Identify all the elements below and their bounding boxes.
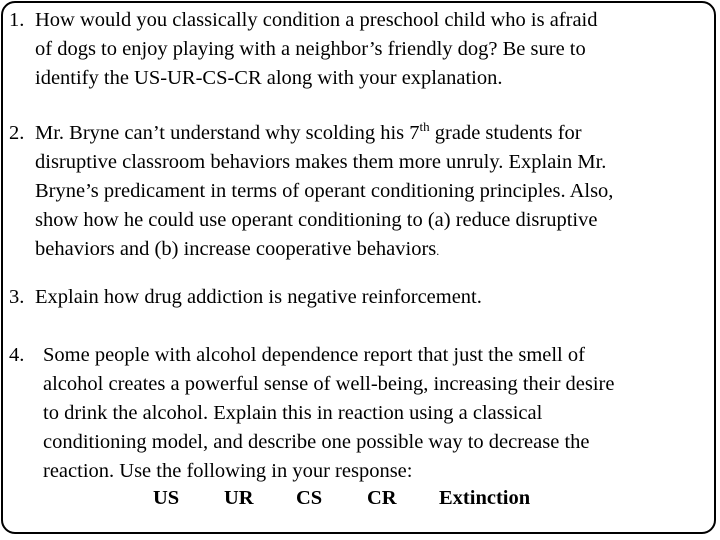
question-text-segment: . (436, 244, 440, 258)
question-text-line: alcohol creates a powerful sense of well-being, increasing their desire (43, 373, 615, 395)
question-number: 4. (9, 344, 25, 366)
question-text-line: of dogs to enjoy playing with a neighbor’s friendly dog? Be sure to (35, 38, 586, 60)
question-number: 1. (9, 9, 25, 31)
question-text-line (35, 235, 613, 266)
question-text-line: conditioning model, and describe one possible way to decrease the (43, 431, 590, 453)
question-text-segment: behaviors and (b) increase cooperative behaviors (35, 238, 437, 260)
question-4 (9, 341, 615, 486)
question-text-line: show how he could use operant conditioning to (a) reduce disruptive (35, 209, 598, 231)
question-3 (9, 283, 482, 312)
question-text-line: Explain how drug addiction is negative reinforcement. (35, 286, 482, 308)
question-text-line: How would you classically condition a preschool child who is afraid (35, 9, 598, 31)
question-1 (9, 6, 598, 93)
question-text-line: disruptive classroom behaviors makes them more unruly. Explain Mr. (35, 151, 607, 173)
term-extinction: Extinction (439, 487, 531, 509)
question-text-line: Some people with alcohol dependence report that just the smell of (43, 344, 585, 366)
term-cr: CR (367, 487, 397, 509)
term-cs: CS (296, 487, 323, 509)
question-2 (9, 119, 613, 266)
question-text-line: to drink the alcohol. Explain this in reaction using a classical (43, 402, 543, 424)
term-us: US (153, 487, 180, 509)
question-number: 3. (9, 286, 25, 308)
question-text-segment: grade students for (429, 122, 582, 144)
question-text-segment: Mr. Bryne can’t understand why scolding his 7 (35, 122, 420, 144)
question-text-line: reaction. Use the following in your response: (43, 460, 413, 482)
question-number: 2. (9, 122, 25, 144)
term-ur: UR (224, 487, 254, 509)
question-text-line: Bryne’s predicament in terms of operant conditioning principles. Also, (35, 180, 614, 202)
question-text-line: identify the US-UR-CS-CR along with your explanation. (35, 67, 503, 89)
ordinal-suffix: th (419, 119, 430, 134)
question-text-line (35, 119, 613, 148)
